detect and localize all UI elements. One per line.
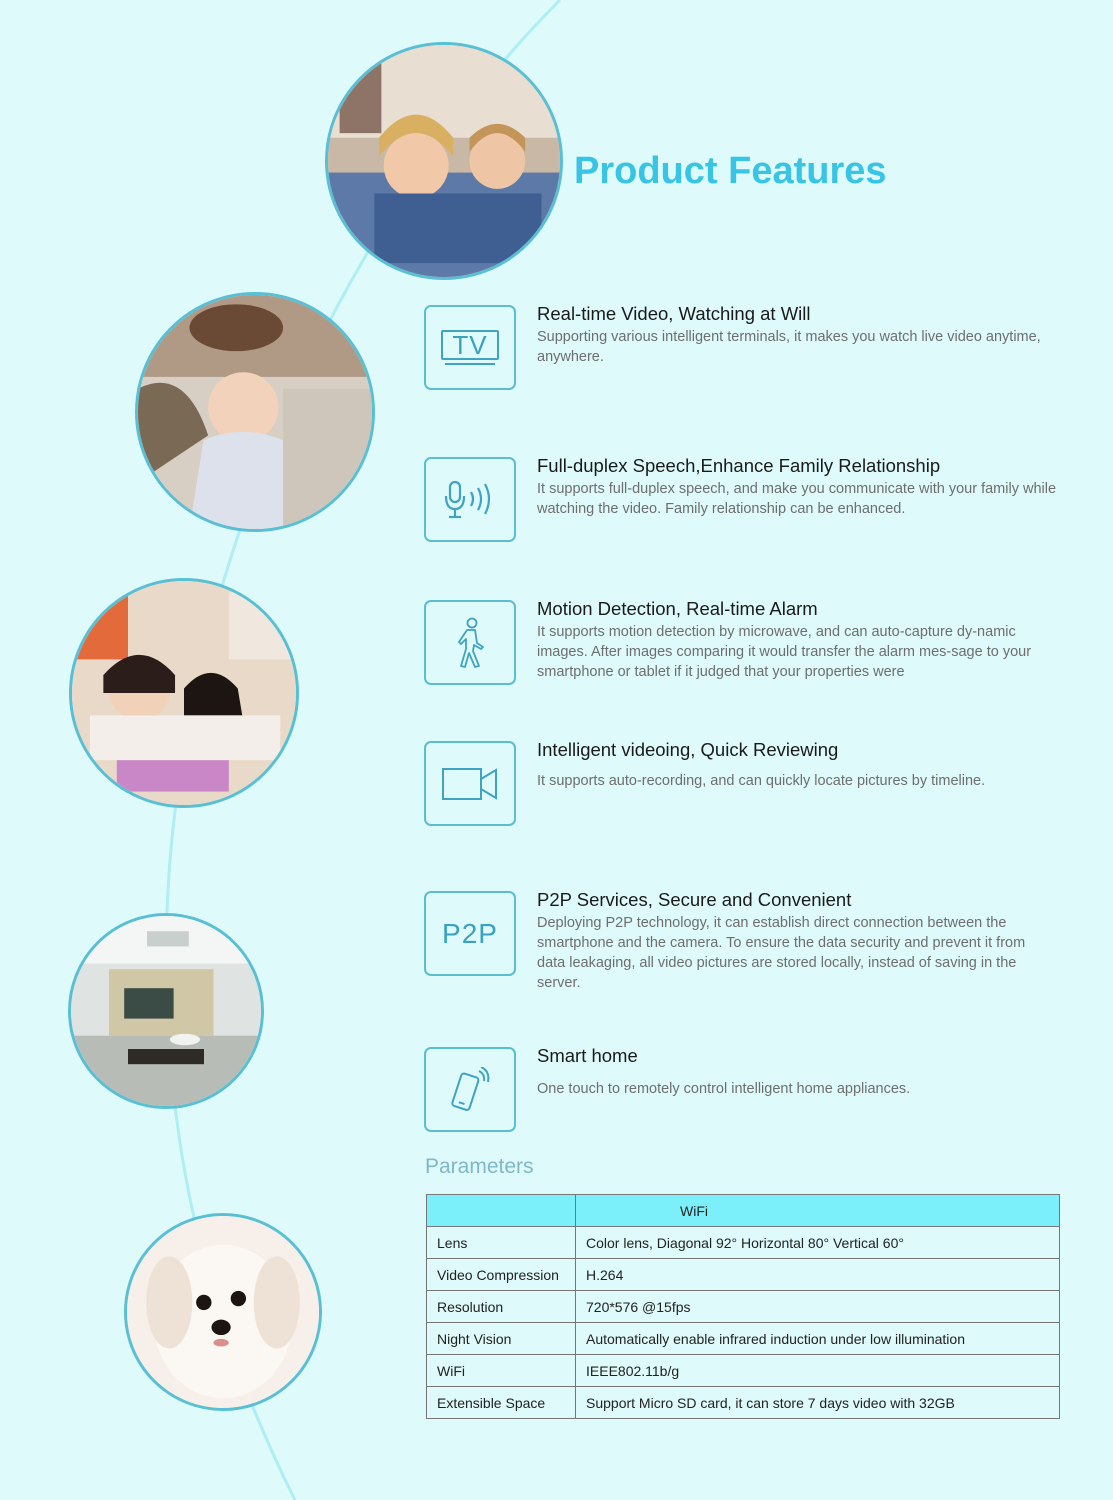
photo-living-room-interior bbox=[68, 913, 264, 1109]
feature-p2p-services bbox=[424, 889, 1064, 991]
walking-person-icon bbox=[453, 617, 487, 669]
param-name: Extensible Space bbox=[427, 1387, 576, 1419]
feature-description: Supporting various intelligent terminals, it makes you watch live video anytime, anywhere. bbox=[537, 329, 1041, 365]
table-header-cell: WiFi bbox=[576, 1195, 1060, 1227]
tv-icon bbox=[441, 330, 498, 365]
p2p-icon: P2P bbox=[442, 917, 498, 949]
microphone-icon bbox=[444, 480, 496, 520]
param-value: Support Micro SD card, it can store 7 days video with 32GB bbox=[576, 1387, 1060, 1419]
feature-icon-box bbox=[424, 457, 516, 542]
param-name: Video Compression bbox=[427, 1259, 576, 1291]
table-header-row bbox=[427, 1195, 1060, 1227]
feature-title: Motion Detection, Real-time Alarm bbox=[537, 598, 818, 619]
table-row bbox=[427, 1355, 1060, 1387]
feature-description: One touch to remotely control intelligent home appliances. bbox=[537, 1081, 911, 1097]
param-value: H.264 bbox=[576, 1259, 1060, 1291]
photo-white-puppy bbox=[124, 1213, 322, 1411]
param-name: Night Vision bbox=[427, 1323, 576, 1355]
video-camera-icon bbox=[441, 767, 499, 801]
feature-realtime-video bbox=[424, 305, 1064, 391]
feature-title: P2P Services, Secure and Convenient bbox=[537, 889, 852, 910]
feature-title: Smart home bbox=[537, 1045, 638, 1066]
feature-icon-box bbox=[424, 600, 516, 685]
table-row bbox=[427, 1227, 1060, 1259]
table-header-cell bbox=[427, 1195, 576, 1227]
page-title: Product Features bbox=[574, 150, 887, 192]
table-row bbox=[427, 1387, 1060, 1419]
feature-icon-box bbox=[424, 741, 516, 826]
param-value: Color lens, Diagonal 92° Horizontal 80° Vertical 60° bbox=[576, 1227, 1060, 1259]
parameters-table bbox=[426, 1194, 1060, 1419]
param-name: Resolution bbox=[427, 1291, 576, 1323]
param-name: Lens bbox=[427, 1227, 576, 1259]
feature-description: It supports full-duplex speech, and make you communicate with your family while watching the video. Family relationship can be enhanced. bbox=[537, 481, 1057, 517]
tv-icon-label: TV bbox=[441, 330, 498, 360]
feature-icon-box bbox=[424, 891, 516, 976]
feature-description: Deploying P2P technology, it can establish direct connection between the smartphone and the camera. To ensure the data security and prevent it from data leakaging, all video pictures are stored locally, instead of saving in the server. bbox=[537, 915, 1026, 991]
feature-title: Real-time Video, Watching at Will bbox=[537, 303, 811, 324]
feature-description: It supports auto-recording, and can quickly locate pictures by timeline. bbox=[537, 773, 986, 789]
feature-intelligent-videoing bbox=[424, 741, 1064, 827]
table-row bbox=[427, 1323, 1060, 1355]
feature-description: It supports motion detection by microwave, and can auto-capture dy-namic images. After images comparing it would transfer the alarm mes-sage to your smartphone or tablet if it judged that your properties were bbox=[537, 624, 1032, 680]
feature-title: Intelligent videoing, Quick Reviewing bbox=[537, 739, 839, 760]
table-row bbox=[427, 1291, 1060, 1323]
photo-mother-and-daughter-reading bbox=[69, 578, 299, 808]
param-value: IEEE802.11b/g bbox=[576, 1355, 1060, 1387]
photo-children-lying-on-floor bbox=[325, 42, 563, 280]
feature-icon-box bbox=[424, 1047, 516, 1132]
parameters-title: Parameters bbox=[425, 1155, 534, 1178]
feature-motion-detection bbox=[424, 600, 1064, 686]
photo-mother-with-baby bbox=[135, 292, 375, 532]
feature-smart-home bbox=[424, 1047, 1064, 1133]
param-name: WiFi bbox=[427, 1355, 576, 1387]
param-value: 720*576 @15fps bbox=[576, 1291, 1060, 1323]
feature-icon-box bbox=[424, 305, 516, 390]
table-row bbox=[427, 1259, 1060, 1291]
smartphone-icon bbox=[448, 1067, 492, 1113]
feature-title: Full-duplex Speech,Enhance Family Relationship bbox=[537, 455, 941, 476]
param-value: Automatically enable infrared induction under low illumination bbox=[576, 1323, 1060, 1355]
feature-full-duplex-speech bbox=[424, 457, 1064, 543]
